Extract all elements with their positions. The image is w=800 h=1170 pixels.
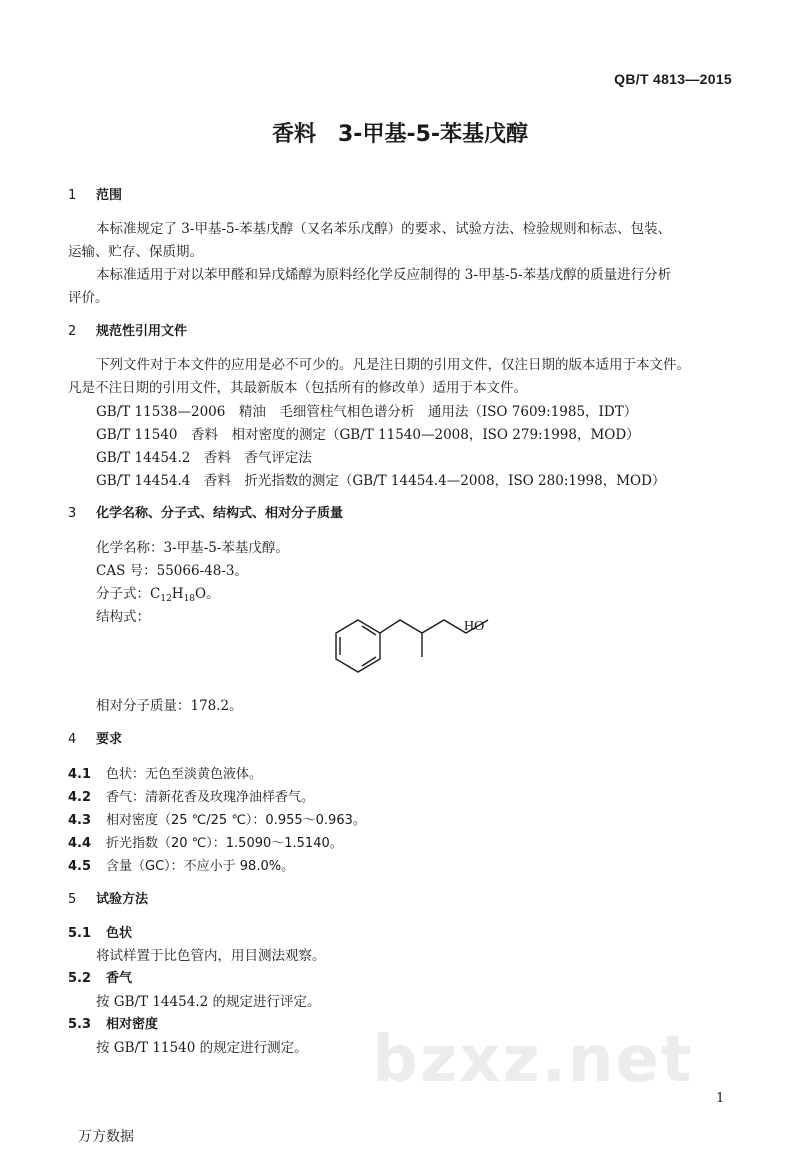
item-text: 色状：无色至淡黄色液体。 xyxy=(106,767,263,782)
chemical-name: 化学名称：3-甲基-5-苯基戊醇。 xyxy=(96,540,289,556)
footer-brand: 万方数据 xyxy=(78,1129,134,1145)
structure-label: 结构式： xyxy=(96,609,150,625)
section-4-heading xyxy=(68,728,122,747)
item-text: 香气：清新花香及玫瑰净油样香气。 xyxy=(106,790,315,805)
requirement-item xyxy=(68,855,294,874)
subsection-number: 5.3 xyxy=(68,1017,92,1032)
reference-item: GB/T 11538—2006 精油 毛细管柱气相色谱分析 通用法（ISO 7609:1985，IDT） xyxy=(96,404,638,420)
molecular-formula xyxy=(96,582,220,604)
item-number: 4.3 xyxy=(68,813,92,828)
paragraph-line: 评价。 xyxy=(68,290,109,306)
site-watermark: bzxz.net xyxy=(372,1023,694,1097)
subsection-title: 香气 xyxy=(106,971,133,986)
benzene-ring xyxy=(336,620,380,672)
section-title: 要求 xyxy=(96,732,123,747)
subsection-title: 相对密度 xyxy=(106,1017,159,1032)
item-number: 4.2 xyxy=(68,790,92,805)
section-number: 4 xyxy=(68,732,77,747)
item-text: 含量（GC）：不应小于 98.0%。 xyxy=(106,859,295,874)
item-text: 折光指数（20 ℃）：1.5090～1.5140。 xyxy=(106,836,343,851)
reference-item: GB/T 11540 香料 相对密度的测定（GB/T 11540—2008，ISO 279:1998，MOD） xyxy=(96,427,640,443)
paragraph-line: 凡是不注日期的引用文件，其最新版本（包括所有的修改单）适用于本文件。 xyxy=(68,380,527,396)
section-5-heading xyxy=(68,888,148,907)
section-number: 1 xyxy=(68,188,77,203)
subsection-text: 将试样置于比色管内，用目测法观察。 xyxy=(96,948,326,964)
section-number: 5 xyxy=(68,892,77,907)
reference-item: GB/T 14454.4 香料 折光指数的测定（GB/T 14454.4—2008，ISO 280:1998，MOD） xyxy=(96,473,666,489)
formula-h-count: 18 xyxy=(183,594,196,604)
subsection-heading xyxy=(68,967,132,986)
formula-c: C xyxy=(150,586,161,602)
page-number: 1 xyxy=(716,1091,725,1106)
subsection-number: 5.1 xyxy=(68,926,92,941)
cas-number: CAS 号：55066-48-3。 xyxy=(96,563,248,579)
title-part2: 3-甲基-5-苯基戊醇 xyxy=(338,122,529,147)
document-title xyxy=(0,117,800,148)
paragraph-line: 运输、贮存、保质期。 xyxy=(68,244,203,260)
section-2-heading xyxy=(68,320,187,339)
section-title: 试验方法 xyxy=(96,892,149,907)
subsection-heading xyxy=(68,1013,158,1032)
requirement-item xyxy=(68,809,366,828)
section-title: 范围 xyxy=(96,188,123,203)
section-3-heading xyxy=(68,502,343,521)
paragraph-line: 下列文件对于本文件的应用是必不可少的。凡是注日期的引用文件，仅注日期的版本适用于本文件。 xyxy=(96,357,690,373)
item-number: 4.4 xyxy=(68,836,92,851)
subsection-heading xyxy=(68,922,132,941)
formula-o: O。 xyxy=(195,586,220,602)
subsection-number: 5.2 xyxy=(68,971,92,986)
formula-c-count: 12 xyxy=(160,594,172,604)
section-1-heading xyxy=(68,184,122,203)
section-title: 化学名称、分子式、结构式、相对分子质量 xyxy=(96,506,344,521)
section-title: 规范性引用文件 xyxy=(96,324,188,339)
requirement-item xyxy=(68,832,343,851)
formula-h: H xyxy=(171,586,184,602)
requirement-item xyxy=(68,763,262,782)
molecular-mass: 相对分子质量：178.2。 xyxy=(96,698,243,714)
item-number: 4.5 xyxy=(68,859,92,874)
ho-label: HO xyxy=(464,619,485,634)
item-text: 相对密度（25 ℃/25 ℃）：0.955～0.963。 xyxy=(106,813,366,828)
paragraph-line: 本标准适用于对以苯甲醛和异戊烯醇为原料经化学反应制得的 3-甲基-5-苯基戊醇的质量进行分析 xyxy=(96,267,672,283)
title-part1: 香料 xyxy=(271,122,316,147)
paragraph-line: 本标准规定了 3-甲基-5-苯基戊醇（又名苯乐戊醇）的要求、试验方法、检验规则和标志、包装、 xyxy=(96,221,672,237)
subsection-text: 按 GB/T 11540 的规定进行测定。 xyxy=(96,1040,308,1056)
subsection-text: 按 GB/T 14454.2 的规定进行评定。 xyxy=(96,994,321,1010)
formula-label: 分子式： xyxy=(96,586,150,602)
section-number: 3 xyxy=(68,506,77,521)
reference-item: GB/T 14454.2 香料 香气评定法 xyxy=(96,450,312,466)
subsection-title: 色状 xyxy=(106,926,133,941)
item-number: 4.1 xyxy=(68,767,92,782)
standard-code: QB/T 4813—2015 xyxy=(614,71,732,87)
structural-formula-diagram xyxy=(318,612,508,692)
requirement-item xyxy=(68,786,314,805)
section-number: 2 xyxy=(68,324,77,339)
